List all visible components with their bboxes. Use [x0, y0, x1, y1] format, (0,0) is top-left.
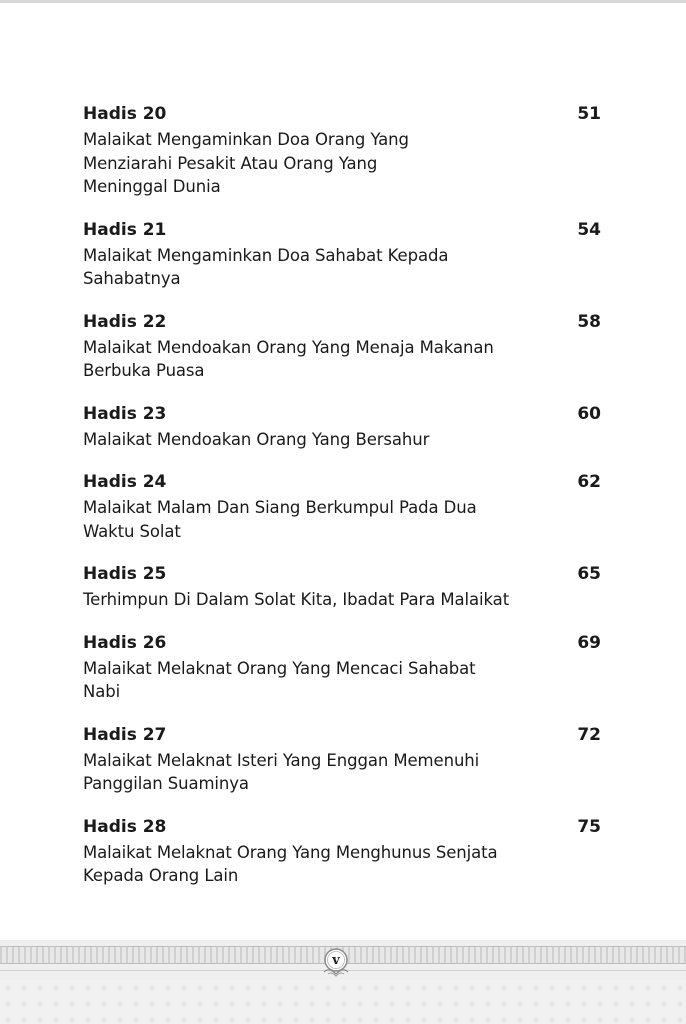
entry-title	[83, 428, 601, 452]
page-number: 60	[577, 403, 601, 424]
toc-entry[interactable]	[83, 817, 601, 888]
entry-title-line: Malaikat Mendoakan Orang Yang Bersahur	[83, 429, 430, 449]
entry-title-line: Menziarahi Pesakit Atau Orang Yang	[83, 153, 378, 173]
toc-entry-header	[83, 312, 601, 336]
entry-title-line: Kepada Orang Lain	[83, 866, 239, 885]
toc-entry-header	[83, 725, 601, 749]
toc-entry-header	[83, 104, 601, 128]
entry-title-line: Panggilan Suaminya	[83, 774, 249, 793]
toc-entry[interactable]	[83, 404, 601, 452]
entry-title-line: Meninggal Dunia	[83, 177, 221, 196]
entry-title	[83, 336, 601, 383]
entry-title-line: Malaikat Melaknat Orang Yang Menghunus Senjata	[83, 842, 498, 862]
footer-pattern	[0, 980, 686, 1024]
entry-title-line: Malaikat Melaknat Isteri Yang Enggan Memenuhi	[83, 750, 480, 770]
entry-title	[83, 588, 601, 612]
toc-entry-header	[83, 404, 601, 428]
entry-title-line: Waktu Solat	[83, 521, 181, 541]
page-number: 75	[577, 816, 601, 837]
entry-title-line: Malaikat Melaknat Orang Yang Mencaci Sahabat	[83, 658, 476, 678]
page-top-edge	[0, 0, 686, 3]
entry-title-line: Sahabatnya	[83, 269, 181, 288]
entry-title	[83, 496, 601, 543]
toc-entry[interactable]	[83, 312, 601, 383]
entry-title-line: Nabi	[83, 682, 121, 701]
entry-title-line: Berbuka Puasa	[83, 361, 205, 380]
entry-title-line: Malaikat Malam Dan Siang Berkumpul Pada Dua	[83, 498, 477, 517]
page-number: 69	[577, 632, 601, 653]
hadis-label: Hadis 28	[83, 816, 167, 837]
hadis-label: Hadis 23	[83, 403, 167, 424]
entry-title	[83, 749, 601, 796]
toc-entry[interactable]	[83, 472, 601, 543]
hadis-label: Hadis 27	[83, 724, 167, 745]
page-number: 58	[577, 311, 601, 332]
entry-title-line: Malaikat Mengaminkan Doa Sahabat Kepada	[83, 245, 449, 265]
hadis-label: Hadis 22	[83, 311, 167, 332]
toc-entry-header	[83, 564, 601, 588]
entry-title-line: Malaikat Mendoakan Orang Yang Menaja Makanan	[83, 337, 494, 357]
entry-title	[83, 128, 601, 199]
entry-title	[83, 841, 601, 888]
toc-entry[interactable]	[83, 725, 601, 796]
toc-entry[interactable]	[83, 104, 601, 199]
toc-entry[interactable]	[83, 633, 601, 704]
hadis-label: Hadis 24	[83, 472, 167, 492]
page-number: 54	[577, 219, 601, 240]
page-number: 51	[577, 104, 601, 124]
page-number: 62	[577, 472, 601, 492]
toc-entry-header	[83, 220, 601, 244]
table-of-contents	[83, 104, 601, 909]
hadis-label: Hadis 20	[83, 104, 167, 124]
toc-entry[interactable]	[83, 220, 601, 291]
toc-entry-header	[83, 633, 601, 657]
page-number-emblem	[318, 944, 354, 980]
toc-entry[interactable]	[83, 564, 601, 612]
hadis-label: Hadis 25	[83, 564, 167, 584]
toc-entry-header	[83, 817, 601, 841]
entry-title	[83, 244, 601, 291]
toc-entry-header	[83, 472, 601, 496]
page-number: 65	[577, 564, 601, 584]
hadis-label: Hadis 26	[83, 632, 167, 653]
footer-page-number: v	[332, 952, 340, 968]
entry-title	[83, 657, 601, 704]
hadis-label: Hadis 21	[83, 219, 167, 240]
entry-title-line: Terhimpun Di Dalam Solat Kita, Ibadat Para Malaikat	[83, 590, 510, 609]
entry-title-line: Malaikat Mengaminkan Doa Orang Yang	[83, 130, 409, 149]
page-number: 72	[577, 724, 601, 745]
